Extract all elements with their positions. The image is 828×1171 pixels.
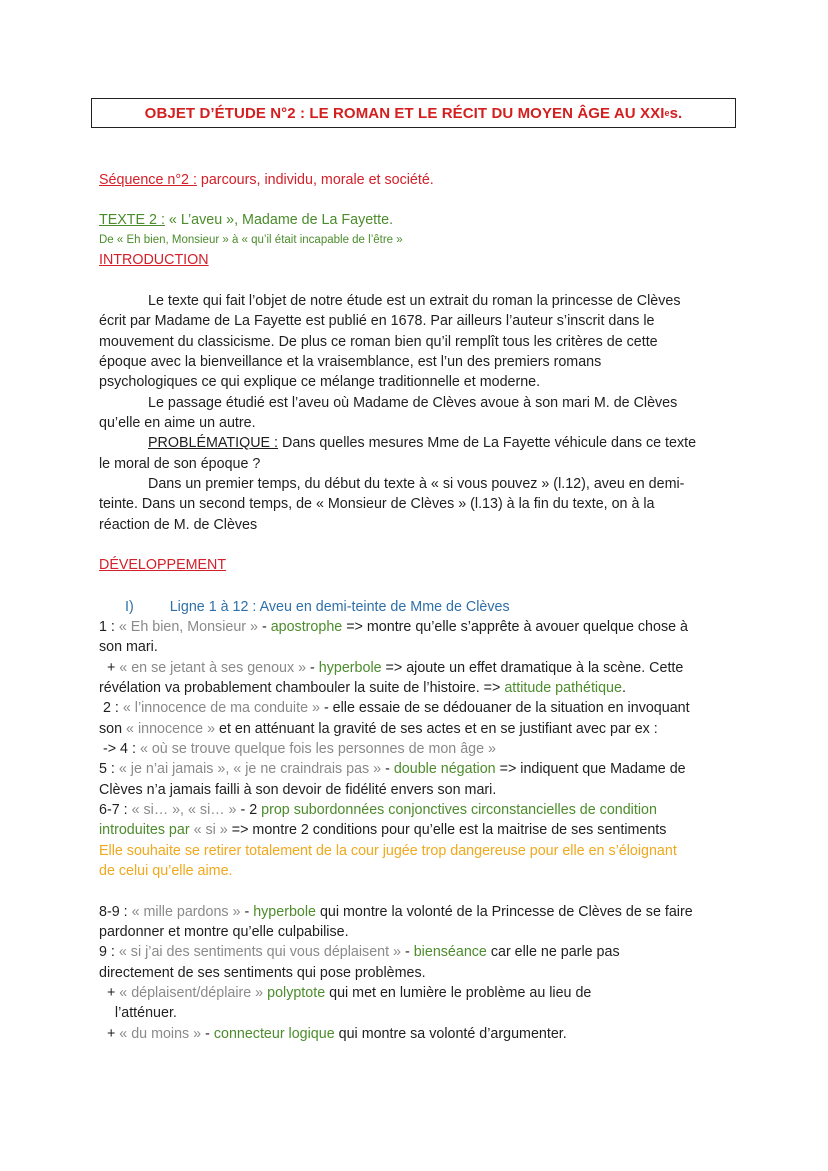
analysis-line bbox=[99, 698, 690, 718]
intro-p1-line: écrit par Madame de La Fayette est publié en 1678. Par ailleurs l’auteur s’inscrit dans le bbox=[99, 313, 655, 329]
page-title bbox=[91, 98, 736, 128]
separator: - bbox=[381, 761, 394, 777]
title-main: OBJET D’ÉTUDE N°2 : LE ROMAN ET LE RÉCIT DU MOYEN ÂGE AU XXI bbox=[144, 104, 665, 122]
analysis-line bbox=[99, 739, 496, 759]
highlight-line: Elle souhaite se retirer totalement de la cour jugée trop dangereuse pour elle en s’éloignant bbox=[99, 843, 677, 859]
quote: « si j’ai des sentiments qui vous déplaisent » bbox=[118, 944, 402, 960]
intro-p1-line: psychologiques ce qui explique ce mélange traditionnelle et moderne. bbox=[99, 374, 541, 390]
analysis-line bbox=[99, 1024, 567, 1044]
figure-of-speech: attitude pathétique bbox=[504, 680, 622, 696]
separator: - bbox=[257, 619, 271, 635]
comment: . bbox=[621, 680, 626, 696]
line-number: 2 : bbox=[99, 700, 123, 716]
quote: « en se jetant à ses genoux » bbox=[119, 660, 307, 676]
comment: => montre 2 conditions pour qu’elle est la maitrise de ses sentiments bbox=[227, 822, 667, 838]
analysis-line bbox=[99, 719, 658, 739]
comment: qui montre la volonté de la Princesse de Clèves de se faire bbox=[315, 904, 693, 920]
separator: - 2 bbox=[236, 802, 262, 818]
comment: => indiquent que Madame de bbox=[495, 761, 686, 777]
line-number: 8-9 : bbox=[99, 904, 132, 920]
quote: « Eh bien, Monsieur » bbox=[118, 619, 258, 635]
figure-of-speech: hyperbole bbox=[253, 904, 316, 920]
figure-of-speech: hyperbole bbox=[318, 660, 382, 676]
analysis-line bbox=[99, 678, 626, 698]
analysis-line bbox=[99, 617, 688, 637]
line-number: 6-7 : bbox=[99, 802, 132, 818]
bullet: + bbox=[99, 985, 120, 1001]
intro-p2-line: Le passage étudié est l’aveu où Madame de Clèves avoue à son mari M. de Clèves bbox=[148, 395, 678, 411]
part1-title: Ligne 1 à 12 : Aveu en demi-teinte de Mme de Clèves bbox=[169, 599, 510, 615]
line-number: 5 : bbox=[99, 761, 119, 777]
bullet: + bbox=[99, 1026, 120, 1042]
comment: car elle ne parle pas bbox=[486, 944, 620, 960]
separator: - bbox=[401, 944, 414, 960]
analysis-line: directement de ses sentiments qui pose problèmes. bbox=[99, 965, 426, 981]
texte-label: TEXTE 2 : bbox=[99, 212, 165, 228]
analysis-line bbox=[99, 820, 666, 840]
sequence-label: Séquence n°2 : bbox=[99, 172, 197, 188]
quote: « l’innocence de ma conduite » bbox=[122, 700, 320, 716]
figure-of-speech: introduites par bbox=[99, 822, 190, 838]
comment: - elle essaie de se dédouaner de la situation en invoquant bbox=[319, 700, 690, 716]
separator: - bbox=[201, 1026, 214, 1042]
comment: révélation va probablement chambouler la suite de l’histoire. => bbox=[99, 680, 505, 696]
intro-p4-line: teinte. Dans un second temps, de « Monsieur de Clèves » (l.13) à la fin du texte, on à la bbox=[99, 496, 655, 512]
analysis-line bbox=[99, 658, 683, 678]
figure-of-speech: bienséance bbox=[413, 944, 487, 960]
dev-heading: DÉVELOPPEMENT bbox=[99, 557, 227, 573]
bullet: + bbox=[99, 660, 120, 676]
line-number: 1 : bbox=[99, 619, 119, 635]
analysis-line bbox=[99, 800, 657, 820]
figure-of-speech: apostrophe bbox=[270, 619, 343, 635]
intro-p2-line: qu’elle en aime un autre. bbox=[99, 415, 256, 431]
problematique-line2: le moral de son époque ? bbox=[99, 456, 261, 472]
comment: et en atténuant la gravité de ses actes et en se justifiant avec par ex : bbox=[215, 721, 658, 737]
analysis-line bbox=[99, 983, 591, 1003]
line-number: 9 : bbox=[99, 944, 119, 960]
problematique-line bbox=[148, 433, 696, 453]
analysis-line bbox=[99, 759, 686, 779]
comment: son bbox=[99, 721, 127, 737]
separator: - bbox=[240, 904, 254, 920]
line-number: -> 4 : bbox=[99, 741, 140, 757]
quote: « mille pardons » bbox=[131, 904, 241, 920]
title-end: s. bbox=[669, 104, 683, 122]
figure-of-speech: connecteur logique bbox=[213, 1026, 335, 1042]
quote: « je n’ai jamais », « je ne craindrais pas » bbox=[118, 761, 382, 777]
part1-num: I) bbox=[125, 599, 134, 615]
analysis-line: son mari. bbox=[99, 639, 158, 655]
title-sup: e bbox=[664, 108, 670, 118]
intro-p4-line: réaction de M. de Clèves bbox=[99, 517, 258, 533]
quote: « si… », « si… » bbox=[131, 802, 237, 818]
intro-p1-line: mouvement du classicisme. De plus ce roman bien qu’il remplît tous les critères de cette bbox=[99, 334, 658, 350]
comment: => ajoute un effet dramatique à la scène. Cette bbox=[381, 660, 684, 676]
analysis-line: pardonner et montre qu’elle culpabilise. bbox=[99, 924, 349, 940]
analysis-line: Clèves n’a jamais failli à son devoir de fidélité envers son mari. bbox=[99, 782, 497, 798]
intro-heading: INTRODUCTION bbox=[99, 252, 209, 268]
texte-range: De « Eh bien, Monsieur » à « qu’il était incapable de l’être » bbox=[99, 234, 403, 246]
problematique-label: PROBLÉMATIQUE : bbox=[148, 435, 279, 451]
part1-heading bbox=[125, 597, 510, 617]
comment: qui montre sa volonté d’argumenter. bbox=[334, 1026, 567, 1042]
analysis-line bbox=[99, 942, 620, 962]
analysis-line: l’atténuer. bbox=[99, 1005, 177, 1021]
problematique-text: Dans quelles mesures Mme de La Fayette véhicule dans ce texte bbox=[278, 435, 697, 451]
texte-text: « L’aveu », Madame de La Fayette. bbox=[164, 212, 394, 228]
quote: « du moins » bbox=[119, 1026, 202, 1042]
separator: - bbox=[306, 660, 319, 676]
quote: « où se trouve quelque fois les personnes de mon âge » bbox=[139, 741, 497, 757]
figure-of-speech: prop subordonnées conjonctives circonstancielles de condition bbox=[261, 802, 657, 818]
sequence-line bbox=[99, 170, 434, 190]
intro-p1-line: époque avec la bienveillance et la vraisemblance, est l’un des premiers romans bbox=[99, 354, 602, 370]
figure-of-speech: double négation bbox=[393, 761, 496, 777]
quote: « déplaisent/déplaire » bbox=[119, 985, 264, 1001]
texte-line bbox=[99, 210, 393, 230]
quote: « si » bbox=[189, 822, 228, 838]
figure-of-speech: polyptote bbox=[267, 985, 326, 1001]
intro-p1-line: Le texte qui fait l’objet de notre étude est un extrait du roman la princesse de Clèves bbox=[148, 293, 681, 309]
analysis-line bbox=[99, 902, 693, 922]
sequence-text: parcours, individu, morale et société. bbox=[196, 172, 434, 188]
comment: qui met en lumière le problème au lieu de bbox=[325, 985, 592, 1001]
highlight-line: de celui qu’elle aime. bbox=[99, 863, 233, 879]
comment: => montre qu’elle s’apprête à avouer quelque chose à bbox=[342, 619, 688, 635]
intro-p4-line: Dans un premier temps, du début du texte à « si vous pouvez » (l.12), aveu en demi- bbox=[148, 476, 685, 492]
quote: « innocence » bbox=[126, 721, 216, 737]
